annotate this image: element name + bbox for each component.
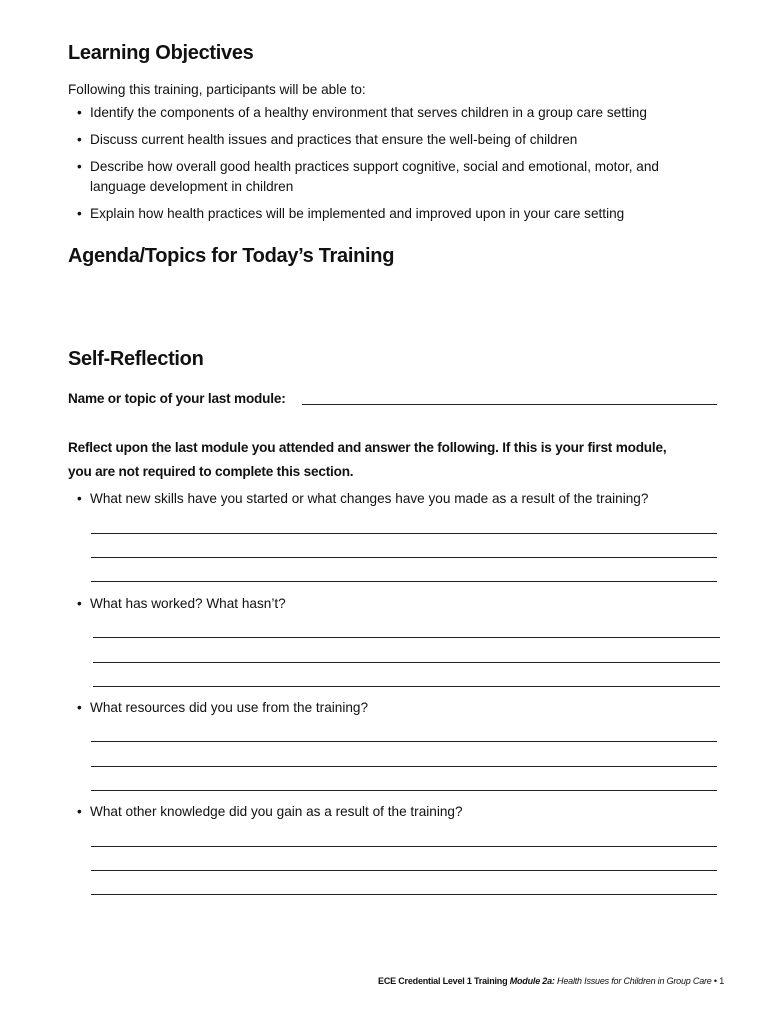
footer-title: Health Issues for Children in Group Care xyxy=(557,976,712,986)
reflection-question: • What resources did you use from the training? xyxy=(68,698,368,718)
footer-credential: ECE Credential Level 1 Training xyxy=(378,976,508,986)
objectives-list xyxy=(68,103,718,224)
reflection-instruction-line1: Reflect upon the last module you attended and answer the following. If this is your first module, xyxy=(68,440,667,455)
answer-line[interactable] xyxy=(91,790,717,791)
reflection-question: • What new skills have you started or what changes have you made as a result of the training? xyxy=(68,489,648,509)
answer-line[interactable] xyxy=(91,557,717,558)
self-reflection-heading: Self-Reflection xyxy=(68,348,204,370)
last-module-label: Name or topic of your last module: xyxy=(68,391,286,406)
objective-item: • Discuss current health issues and practices that ensure the well-being of children xyxy=(68,130,718,150)
footer-page-number: 1 xyxy=(719,976,724,986)
answer-line[interactable] xyxy=(91,741,717,742)
objectives-intro: Following this training, participants will be able to: xyxy=(68,82,366,97)
agenda-heading: Agenda/Topics for Today’s Training xyxy=(68,245,395,267)
answer-line[interactable] xyxy=(91,581,717,582)
answer-line[interactable] xyxy=(91,894,717,895)
reflection-question: • What other knowledge did you gain as a result of the training? xyxy=(68,802,463,822)
answer-line[interactable] xyxy=(93,637,720,638)
footer-module: Module 2a: xyxy=(509,976,555,986)
answer-line[interactable] xyxy=(91,766,717,767)
reflection-instruction-line2: you are not required to complete this section. xyxy=(68,464,354,479)
reflection-question: • What has worked? What hasn’t? xyxy=(68,594,286,614)
answer-line[interactable] xyxy=(93,686,720,687)
footer-separator: • xyxy=(713,976,717,986)
answer-line[interactable] xyxy=(91,533,717,534)
objective-item: • Identify the components of a healthy environment that serves children in a group care setting xyxy=(68,103,718,123)
answer-line[interactable] xyxy=(91,870,717,871)
last-module-answer-line[interactable] xyxy=(302,404,717,405)
answer-line[interactable] xyxy=(91,846,717,847)
page-footer xyxy=(378,976,724,986)
objective-item: • Describe how overall good health practices support cognitive, social and emotional, motor, and language development in children xyxy=(68,157,700,197)
objective-item: • Explain how health practices will be implemented and improved upon in your care setting xyxy=(68,204,718,224)
learning-objectives-heading: Learning Objectives xyxy=(68,42,254,64)
answer-line[interactable] xyxy=(93,662,720,663)
